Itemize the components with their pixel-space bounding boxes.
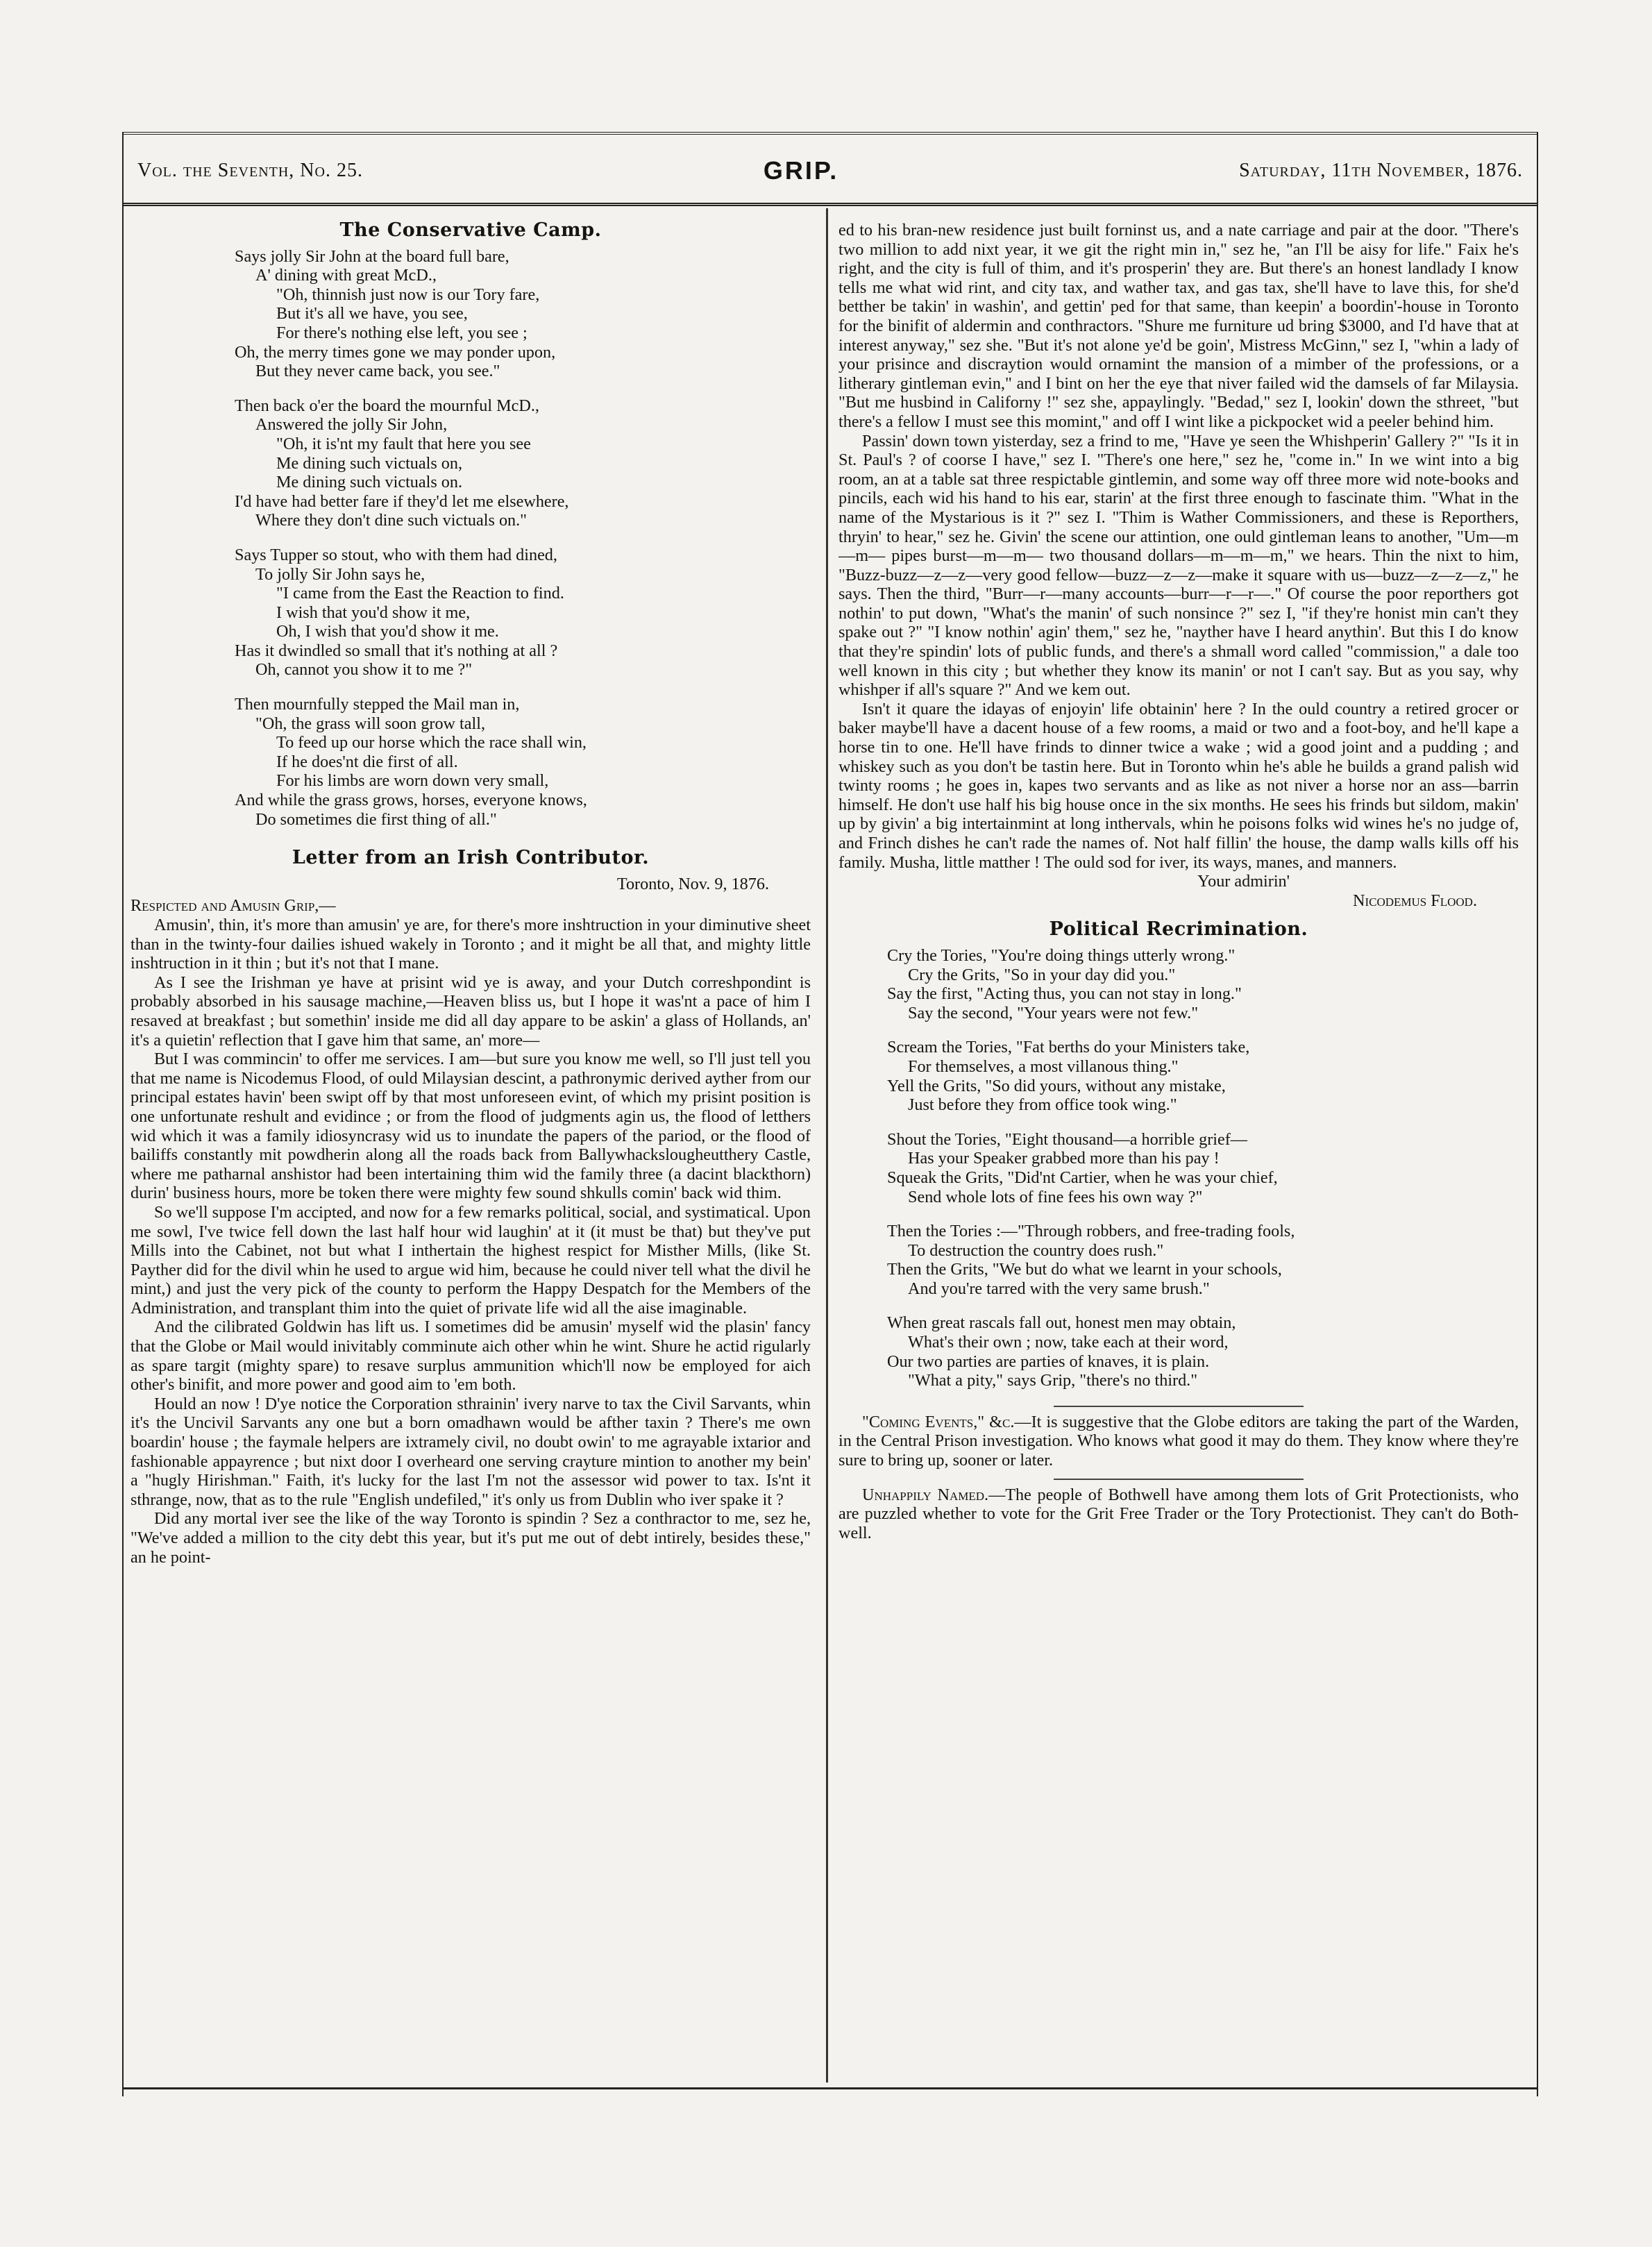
letter-paragraph: Amusin', thin, it's more than amusin' ye are, for there's more inshtruction in your diminutive sheet than in the twinty-four dailies ishued wakely in Toronto ; and it might be all that, and mighty little inshtruction in it thin ; but it's not that I mane. [130,916,811,973]
section-divider [1054,1479,1304,1480]
poem-line: Do sometimes die first thing of all." [255,809,497,829]
right-border [1537,132,1538,2096]
poem-line: Oh, I wish that you'd show it me. [276,622,499,641]
poem-line: What's their own ; now, take each at their word, [908,1333,1229,1352]
letter-salutation: Respicted and Amusin Grip,— [130,896,336,916]
letter-paragraph: ed to his bran-new residence just built forninst us, and a nate carriage and pair at the door. "There's two million to add nixt year, it we git the right min in," sez he, "an I'll be aisy for life." Faix he's right, and the city is full of thim, and it's prosperin' they are. But there's an honest landlady I know tells me what wid rint, and city tax, and wather tax, and gas tax, she'll have to lave this, for she'd betther be takin' in washin', and gettin' ped for that same, than keepin' a boordin'-house in Toronto for the binifit of aldermin and conthractors. "Shure me furniture ud bring $3000, and I'd have that at interest anyway," sez she. "But it's not alone ye'd be goin', Mistress McGinn," sez I, "whin a lady of your prisince and discraytion would ornamint the mansion of a mimber of the professions, or a litherary gintleman evin," and I bint on her the eye that niver failed wid the damsels of far Milaysia. "But me husbind in Californy !" sez she, appaylingly. "Bedad," sez I, lookin' down the sthreet, "but there's a fellow I must see this momint," and off I wint like a pickpocket wid a peeler behind him. [838,221,1519,431]
poem-line: Says jolly Sir John at the board full bare, [235,246,509,266]
poem-line: Send whole lots of fine fees his own way ?" [908,1187,1203,1206]
poem-line: Scream the Tories, "Fat berths do your Ministers take, [887,1038,1250,1057]
poem-line: Squeak the Grits, "Did'nt Cartier, when he was your chief, [887,1168,1278,1187]
poem-line: Where they don't dine such victuals on." [255,511,528,530]
letter-paragraph: Isn't it quare the idayas of enjoyin' life obtainin' here ? In the ould country a retired grocer or baker maybe'll have a dacent house of a few rooms, a maid or two and a foot-boy, and he'll kape a horse tin to one. He'll have frinds to dinner twice a wake ; wid a good joint and a pudding ; and whiskey such as you don't be tastin here. But in Toronto whin he's able he builds a grand palish wid twinty rooms ; he goes in, kapes two servants and as like as not niver a horse nor an ass—barrin himself. He don't use half his big house once in the six months. He sees his frinds but sildom, makin' up by givin' a big intertainmint at long inthervals, whin he poisons folks wid wines he's no judge of, and Frinch dishes he can't rade the names of. Not half fillin' the house, the damp walls kills off his family. Musha, little matther ! The ould sod for iver, its ways, manes, and manners. [838,699,1519,872]
letter-paragraph: But I was commincin' to offer me services. I am—but sure you know me well, so I'll just tell you that me name is Nicodemus Flood, of ould Milaysian descint, a pathronymic derived ayther from our principal estates havin' been swipt off by that most unforeseen evint, of which my prisint position is one unfortunate reshult and evidince ; or from the flood of judgments agin us, the flood of letthers wid which it was a family idiosyncrasy wid us to inundate the papers of the pariod, or the flood of bailiffs constantly mit powdherin along all the roads back from Ballywhackslougheutthery Castle, where me patharnal anshistor had been intertaining thim wid the family three (a dacint blackthorn) durin' business hours, more be token there were mighty few sound shkulls comin' back wid thim. [130,1050,811,1203]
poem-line: "Oh, the grass will soon grow tall, [255,714,485,733]
irish-letter-title: Letter from an Irish Contributor. [292,847,650,869]
poem-line: Then back o'er the board the mournful McD., [235,396,539,415]
poem-line: I wish that you'd show it me, [276,603,471,622]
section-divider [1054,1406,1304,1407]
poem-line: Cry the Tories, "You're doing things utterly wrong." [887,945,1236,965]
conservative-camp-poem [130,247,811,830]
issue-date: Saturday, 11th November, 1876. [1239,160,1523,181]
poem-line: Oh, the merry times gone we may ponder upon, [235,342,556,362]
poem-line: If he does'nt die first of all. [276,752,458,771]
masthead [122,150,1538,192]
left-border [122,132,124,2096]
poem-line: "What a pity," says Grip, "there's no third." [908,1371,1198,1390]
left-column [130,221,811,2076]
unhappily-named-item [838,1486,1519,1543]
publication-title: GRIP. [763,156,839,185]
poem-line: "I came from the East the Reaction to find. [276,584,564,603]
poem-line: And you're tarred with the very same brush." [908,1279,1210,1298]
poem-stanza [130,396,811,530]
poem-line: "Oh, thinnish just now is our Tory fare, [276,285,540,304]
poem-line: Oh, cannot you show it to me ?" [255,660,473,680]
letter-body-right [838,221,1519,872]
poem-line: For themselves, a most villanous thing." [908,1057,1179,1076]
poem-line: And while the grass grows, horses, everyone knows, [235,791,587,810]
poem-line: But they never came back, you see." [255,362,500,381]
poem-line: For there's nothing else left, you see ; [276,323,528,342]
letter-paragraph: Passin' down town yisterday, sez a frind to me, "Have ye seen the Whishperin' Gallery ?" "Is it in St. Paul's ? of coorse I have," sez I. "There's one here," sez he, "come in." In we wint into a big room, an at a table sat three respictable gintlemin, and some way off three more wid note-books and pincils, each wid his hand to his ear, starin' at the first three enough to fascinate thim. "What in the name of the Mystarious is it ?" sez I. "Thim is Wather Commissioners, and these is Reporthers, thryin' to hear," sez he. Givin' the scene our attintion, one ould gintleman leans to another, "Um—m—m— pipes burst—m—m— two thousand dollars—m—m—m," we hears. Thin the nixt to him, "Buzz-buzz—z—z—very good fellow—buzz—z—z—make it square with us—buzz—z—z—z," he says. Then the third, "Burr—r—many accounts—burr—r—r—." Of course the poor reporthers got nothin' to put down, "What's the manin' of such nonsince ?" sez I, "if they're honist min can't they spake out ?" "I know nothin' agin' them," sez he, "nayther have I heard anythin'. But this I do know that they're spindin' lots of public funds, and there's a shmall word called "commission," a dale too well known in this city ; but whether they know its manin' or not I can't say. But as you say, why whishper if all's square ?" And we kem out. [838,431,1519,700]
poem-stanza [130,247,811,381]
letter-signature: Nicodemus Flood. [1352,891,1477,910]
unhappily-named-text: —The people of Bothwell have among them lots of Grit Protectionists, who are puzzled whether to vote for the Grit Free Trader or the Tory Protectionist. They can't do Both-well. [838,1485,1519,1542]
poem-line: Say the first, "Acting thus, you can not stay in long." [887,984,1242,1004]
letter-body-left [130,916,811,1567]
poem-stanza [838,1130,1519,1206]
column-separator [826,208,828,2082]
poem-stanza [130,546,811,680]
political-recrimination-title: Political Recrimination. [1049,918,1308,941]
poem-line: For his limbs are worn down very small, [276,771,549,791]
masthead-rule [122,203,1538,206]
poem-line: But it's all we have, you see, [276,304,468,323]
letter-paragraph: And the cilibrated Goldwin has lift us. I sometimes did be amusin' myself wid the plasin' fancy that the Globe or Mail would inivitably comminute aich other whin he wint. Shure he actid rigularly as spare targit (mighty spare) to resave surplus ammunition which'll now be employed for aich other's binifit, and more power and good aim to 'em both. [130,1318,811,1395]
political-recrimination-poem [838,946,1519,1390]
poem-line: Me dining such victuals on. [276,473,463,492]
right-column [838,221,1519,2076]
poem-stanza [838,1222,1519,1298]
poem-line: Our two parties are parties of knaves, it is plain. [887,1352,1210,1371]
poem-line: Has your Speaker grabbed more than his pay ! [908,1149,1220,1168]
poem-line: "Oh, it is'nt my fault that here you see [276,434,531,453]
coming-events-lede: "Coming Events," &c. [862,1412,1015,1431]
poem-line: Then mournfully stepped the Mail man in, [235,695,520,714]
poem-line: Answered the jolly Sir John, [255,415,448,435]
poem-line: I'd have had better fare if they'd let me elsewhere, [235,491,569,511]
poem-line: Cry the Grits, "So in your day did you." [908,965,1176,984]
conservative-camp-title: The Conservative Camp. [339,221,602,241]
poem-line: Then the Tories :—"Through robbers, and free-trading fools, [887,1222,1295,1241]
letter-paragraph: Did any mortal iver see the like of the way Toronto is spindin ? Sez a conthractor to me, sez he, "We've added a million to the city debt this year, but it's put me out of debt intirely, besides these," an he point- [130,1509,811,1567]
volume-number: Vol. the Seventh, No. 25. [137,160,363,181]
poem-stanza [838,1038,1519,1114]
poem-line: Say the second, "Your years were not few." [908,1003,1199,1022]
poem-line: Me dining such victuals on, [276,453,463,473]
poem-line: Shout the Tories, "Eight thousand—a horrible grief— [887,1129,1247,1149]
page-sheet [122,132,1538,2096]
poem-line: To destruction the country does rush." [908,1240,1164,1260]
letter-signoff: Your admirin' [1197,872,1290,891]
poem-line: To jolly Sir John says he, [255,564,425,584]
poem-line: Then the Grits, "We but do what we learnt in your schools, [887,1260,1282,1279]
poem-line: A' dining with great McD., [255,266,437,285]
bottom-rule [122,2087,1538,2089]
coming-events-item [838,1413,1519,1470]
poem-line: When great rascals fall out, honest men may obtain, [887,1313,1236,1333]
letter-paragraph: As I see the Irishman ye have at prisint wid ye is away, and your Dutch correshpondint is probably absorbed in his sausage machine,—Heaven bliss us, but I hope it was'nt a pace of him I resaved at breakfast ; but somethin' inside me did all day appare to be askin' a glass of Hollands, an' it's a quietin' reflection that I gave him that same, an' more— [130,973,811,1050]
coming-events-text: —It is suggestive that the Globe editors are taking the part of the Warden, in the Central Prison investigation. Who knows what good it may do them. They know where they're sure to bring up, sooner or later. [838,1412,1519,1470]
letter-dateline: Toronto, Nov. 9, 1876. [616,874,769,893]
letter-paragraph: So we'll suppose I'm accipted, and now for a few remarks political, social, and systimatical. Upon me sowl, I've twice fell down the last half hour wid laughin' at it (it must be that) but they've put Mills into the Cabinet, not but what I inthertain the highest respict for Misther Mills, (like St. Payther did for the divil whin he used to argue wid him, because he could niver tell what the divil he mint,) and just the very pick of the county to perform the Happy Despatch for the Members of the Administration, and transplant thim into the quiet of private life wid all the aise imaginable. [130,1202,811,1318]
poem-line: Just before they from office took wing." [908,1095,1177,1115]
poem-line: Says Tupper so stout, who with them had dined, [235,545,557,564]
unhappily-named-lede: Unhappily Named. [862,1485,989,1504]
poem-line: Yell the Grits, "So did yours, without any mistake, [887,1076,1226,1095]
poem-line: To feed up our horse which the race shall win, [276,733,587,752]
poem-line: Has it dwindled so small that it's nothing at all ? [235,641,558,660]
poem-stanza [838,946,1519,1022]
top-rule [122,132,1538,135]
poem-stanza [130,695,811,829]
letter-paragraph: Hould an now ! D'ye notice the Corporation sthrainin' ivery narve to tax the Civil Sarvants, whin it's the Uncivil Sarvants any one but a born omadhawn would be afther taxin ? There's me own boardin' house ; the faymale helpers are ixtramely civil, no doubt owin' to me agrayable ixtarior and fashionable appayrence ; but nixt door I overheard one serving crayture mintion to another my bein' a "hugly Hirishman." Faith, it's lucky for the last I'm not the assessor wid power to tax. Is'nt it sthrange, now, that as to the rule "English undefiled," it's only us from Dublin who iver spake it ? [130,1394,811,1509]
poem-stanza [838,1313,1519,1390]
